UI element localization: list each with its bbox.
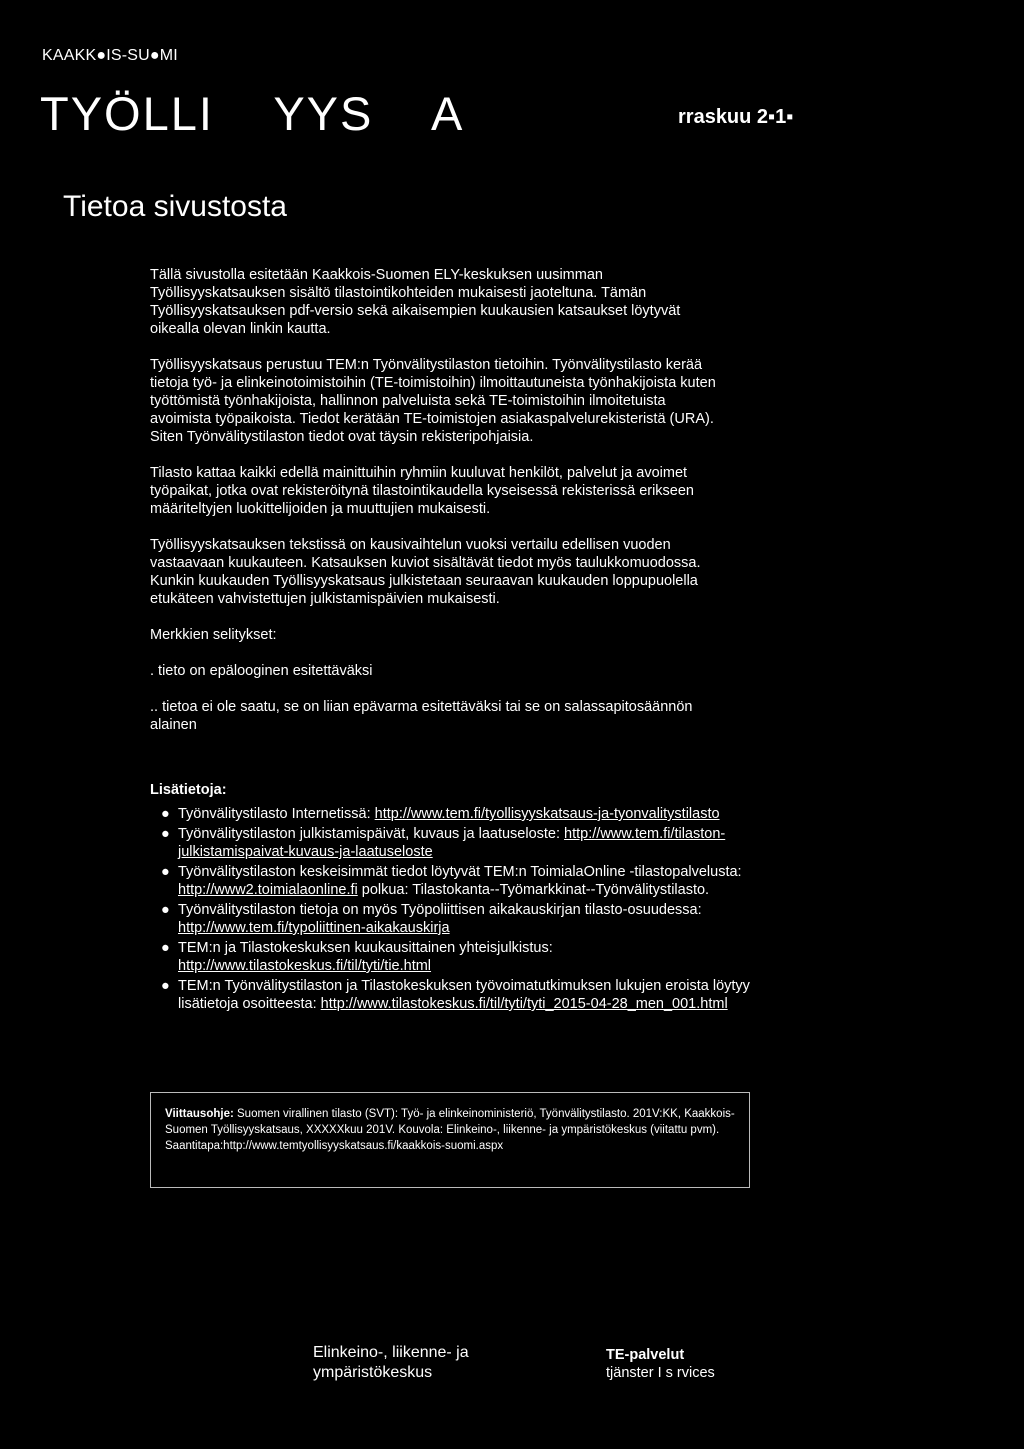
paragraph-intro: Tällä sivustolla esitetään Kaakkois-Suomen ELY-keskuksen uusimman Työllisyyskatsauksen sisältö tilastointikohteiden mukaisesti jaoteltuna. Tämän Työllisyyskatsauksen pdf-versio sekä aikaisempien kuukausien katsaukset löytyvät oikealla olevan linkin kautta. [150,267,681,337]
paragraph-source: Työllisyyskatsaus perustuu TEM:n Työnvälitystilaston tietoihin. Työnvälitystilasto kerää tietoja työ- ja elinkeinotoimistoihin (TE-toimistoihin) ilmoittautuneista työnhakijoista kuten työttömistä työnhakijoista, hallinnon palveluista sekä TE-toimistoihin ilmoitetuista avoimista työpaikoista. Tiedot kerätään TE-toimistojen asiakaspalvelurekisteristä (URA). Siten Työnvälitystilaston tiedot ovat täysin rekisteripohjaisia. [150,357,716,445]
link[interactable]: http://www.tem.fi/tyollisyyskatsaus-ja-tyonvalitystilasto [374,806,720,822]
citation-text: Suomen virallinen tilasto (SVT): Työ- ja elinkeinoministeriö, Työnvälitystilasto. 201V:KK, Kaakkois-Suomen Työllisyyskatsaus, XXXXXkuu 201V. Kouvola: Elinkeino-, liikenne- ja ympäristökeskus (viitattu pvm). Saantitapa:http://www.temtyollisyyskatsaus.fi/kaakkois-suomi.aspx [165,1108,735,1152]
te-line-1: TE-palvelut [606,1347,685,1363]
citation-label: Viittausohje: [165,1108,234,1120]
te-line-2: tjänster I s rvices [606,1365,715,1381]
symbol-single-dot: . tieto on epälooginen esitettäväksi [150,663,373,679]
list-item [150,977,750,1013]
bullet-icon: ● [161,806,170,822]
list-item-text: TEM:n ja Tilastokeskuksen kuukausittainen yhteisjulkistus: [178,940,553,956]
bullet-icon: ● [161,940,170,956]
bullet-icon: ● [161,978,170,994]
document-title: TYÖLLI YYS A [40,87,465,140]
list-item [150,805,750,823]
link[interactable]: http://www.tem.fi/tilaston-julkistamispaivat-kuvaus-ja-laatuseloste [178,826,726,860]
list-item [150,901,750,937]
link[interactable]: http://www.tilastokeskus.fi/til/tyti/tie.html [178,958,432,974]
paragraph-comparison: Työllisyyskatsauksen tekstissä on kausivaihtelun vuoksi vertailu edellisen vuoden vastaavaan kuukauteen. Katsauksen kuviot sisältävät tiedot myös taulukkomuodossa. Kunkin kuukauden Työllisyyskatsaus julkistetaan seuraavan kuukauden loppupuolella etukäteen vahvistettujen julkistamispäivien mukaisesti. [150,537,701,607]
list-item-text: Työnvälitystilaston julkistamispäivät, kuvaus ja laatuseloste: [178,826,565,842]
list-item-after: polkua: Tilastokanta--Työmarkkinat--Työnvälitystilasto. [357,882,710,898]
bullet-icon: ● [161,902,170,918]
list-item-text: Työnvälitystilasto Internetissä: [178,806,375,822]
body-text [150,266,720,752]
more-info-section [150,781,750,1015]
list-item [150,939,750,975]
list-item-text: TEM:n Työnvälitystilaston ja Tilastokeskuksen työvoimatutkimuksen lukujen eroista löytyy lisätietoja osoitteesta: [178,978,750,1012]
te-logo-text [606,1346,715,1382]
list-item-text: Työnvälitystilaston tietoja on myös Työpoliittisen aikakauskirjan tilasto-osuudessa: [178,902,702,918]
region-tag: KAAKK●IS-SU●MI [42,47,178,64]
link[interactable]: http://www.tilastokeskus.fi/til/tyti/tyti_2015-04-28_men_001.html [320,996,728,1012]
ely-line-1: Elinkeino-, liikenne- ja [313,1344,469,1361]
list-item-text: Työnvälitystilaston keskeisimmät tiedot löytyvät TEM:n ToimialaOnline -tilastopalvelusta: [178,864,742,880]
section-heading: Tietoa sivustosta [63,190,287,223]
citation-box [150,1092,750,1188]
list-item [150,825,750,861]
ely-logo-text [313,1343,469,1383]
paragraph-coverage: Tilasto kattaa kaikki edellä mainittuihin ryhmiin kuuluvat henkilöt, palvelut ja avoimet työpaikat, jotka ovat rekisteröitynä tilastointikaudella kyseisessä rekisterissä erikseen määriteltyjen luokittelijoiden ja muuttujien mukaisesti. [150,465,694,517]
bullet-icon: ● [161,864,170,880]
symbol-double-dot: .. tietoa ei ole saatu, se on liian epävarma esitettäväksi tai se on salassapitosäännön alainen [150,699,693,733]
link[interactable]: http://www.tem.fi/typoliittinen-aikakauskirja [178,920,450,936]
bullet-icon: ● [161,826,170,842]
document-date: rraskuu 2▪1▪ [678,106,794,128]
list-item [150,863,750,899]
link[interactable]: http://www2.toimialaonline.fi [178,882,358,898]
symbols-heading: Merkkien selitykset: [150,627,277,643]
more-info-list [150,805,750,1013]
ely-line-2: ympäristökeskus [313,1364,433,1381]
more-info-heading: Lisätietoja: [150,782,227,798]
